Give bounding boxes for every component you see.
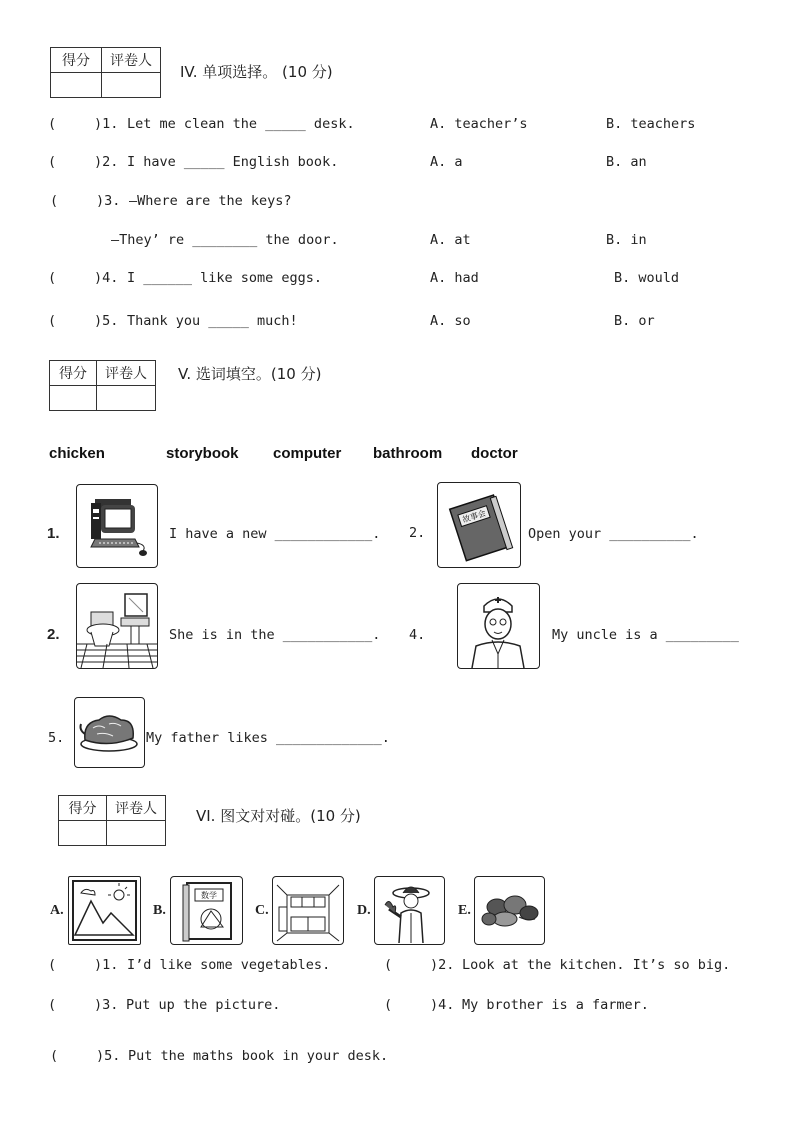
sentence-number: )5. [96,1048,121,1064]
grader-label: 评卷人 [97,361,156,386]
book-label: 故事会 [461,508,487,525]
question-text-line2: —They’ re ________ the door. [111,232,339,248]
score-cell[interactable] [50,386,97,411]
option-b[interactable]: B. an [606,154,647,170]
landscape-picture-icon [68,876,141,945]
section4-title: IV. 单项选择。 (10 分) [180,63,333,81]
section6-title: VI. 图文对对碰。(10 分) [196,807,361,825]
sentence-text: I’d like some vegetables. [127,957,331,973]
option-a[interactable]: A. a [430,154,463,170]
score-label: 得分 [51,48,102,73]
grader-cell[interactable] [97,386,156,411]
doctor-icon [457,583,540,669]
item-number: 4. [409,627,426,643]
score-label: 得分 [50,361,97,386]
section5-title: V. 选词填空。(10 分) [178,365,322,383]
score-cell[interactable] [51,73,102,98]
answer-paren[interactable]: ( [48,154,57,170]
grader-cell[interactable] [102,73,161,98]
score-label: 得分 [59,796,107,821]
question-text: Thank you _____ much! [127,313,298,329]
option-b[interactable]: B. in [606,232,647,248]
answer-paren[interactable]: ( [48,997,57,1013]
chicken-icon [74,697,145,768]
question-number: )4. [94,270,119,286]
farmer-icon [374,876,445,945]
score-table-section6 [58,795,166,846]
option-a[interactable]: A. teacher’s [430,116,528,132]
item-number: 2. [409,525,426,541]
question-text: —Where are the keys? [129,193,292,209]
question-number: )3. [96,193,121,209]
answer-paren[interactable]: ( [48,116,57,132]
item-sentence: I have a new ____________. [169,526,381,542]
word-bank-item: doctor [471,445,518,462]
question-text: I ______ like some eggs. [127,270,323,286]
item-number: 1. [47,525,60,542]
grader-label: 评卷人 [102,48,161,73]
word-bank-item: bathroom [373,445,443,462]
option-a[interactable]: A. at [430,232,471,248]
option-a[interactable]: A. so [430,313,471,329]
grader-label: 评卷人 [107,796,166,821]
score-table-section5 [49,360,156,411]
word-bank-item: storybook [166,445,239,462]
picture-letter: D. [357,903,371,918]
answer-paren[interactable]: ( [50,193,59,209]
option-a[interactable]: A. had [430,270,479,286]
answer-paren[interactable]: ( [48,957,57,973]
grader-cell[interactable] [107,821,166,846]
item-sentence: My uncle is a _________ [552,627,739,643]
picture-letter: B. [153,903,166,918]
picture-letter: C. [255,903,269,918]
picture-letter: E. [458,903,471,918]
question-text: I have _____ English book. [127,154,339,170]
question-number: )5. [94,313,119,329]
question-number: )2. [94,154,119,170]
answer-paren[interactable]: ( [384,997,393,1013]
book-label: 数学 [201,891,217,900]
question-text: Let me clean the _____ desk. [127,116,355,132]
sentence-number: )1. [94,957,119,973]
storybook-icon [437,482,521,568]
maths-book-icon [170,876,243,945]
picture-letter: A. [50,903,64,918]
sentence-text: Put up the picture. [126,997,281,1013]
answer-paren[interactable]: ( [384,957,393,973]
item-sentence: She is in the ___________. [169,627,381,643]
item-number: 2. [47,626,60,643]
item-sentence: My father likes _____________. [146,730,390,746]
score-cell[interactable] [59,821,107,846]
option-b[interactable]: B. would [614,270,680,286]
sentence-text: Look at the kitchen. It’s so big. [462,957,731,973]
item-number: 5. [48,730,65,746]
sentence-text: My brother is a farmer. [462,997,649,1013]
sentence-number: )4. [430,997,455,1013]
kitchen-icon [272,876,344,945]
sentence-number: )2. [430,957,455,973]
sentence-number: )3. [94,997,119,1013]
word-bank-item: computer [273,445,342,462]
answer-paren[interactable]: ( [50,1048,59,1064]
sentence-text: Put the maths book in your desk. [128,1048,389,1064]
word-bank-item: chicken [49,445,105,462]
option-b[interactable]: B. or [614,313,655,329]
computer-icon [76,484,158,568]
answer-paren[interactable]: ( [48,313,57,329]
score-table-section4 [50,47,161,98]
answer-paren[interactable]: ( [48,270,57,286]
bathroom-icon [76,583,158,669]
option-b[interactable]: B. teachers [606,116,696,132]
item-sentence: Open your __________. [528,526,699,542]
vegetables-icon [474,876,545,945]
question-number: )1. [94,116,119,132]
